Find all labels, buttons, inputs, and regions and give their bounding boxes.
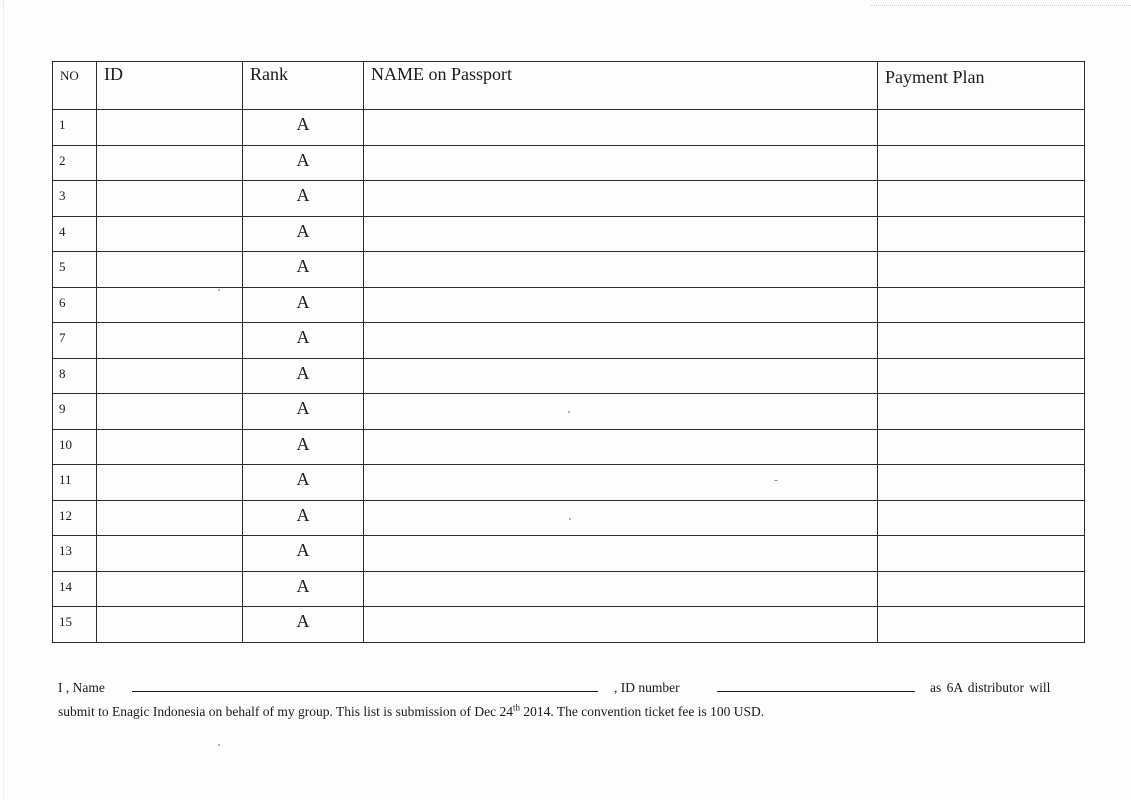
id-cell[interactable] xyxy=(97,394,243,430)
declaration-text-before: submit to Enagic Indonesia on behalf of my group. This list is submission of Dec 24 xyxy=(58,704,513,719)
rank-cell xyxy=(243,607,364,643)
rank-cell xyxy=(243,110,364,146)
passport-name-cell[interactable] xyxy=(364,287,878,323)
rank-cell xyxy=(243,536,364,572)
row-number-cell-text: 15 xyxy=(59,614,72,629)
id-cell[interactable] xyxy=(97,429,243,465)
passport-name-cell[interactable] xyxy=(364,571,878,607)
rank-cell-text: A xyxy=(296,362,310,383)
payment-plan-cell[interactable] xyxy=(878,394,1085,430)
rank-cell xyxy=(243,571,364,607)
row-number-cell xyxy=(53,607,97,643)
row-number-cell-text: 8 xyxy=(59,365,66,381)
rank-cell-text: A xyxy=(296,575,310,596)
payment-plan-cell[interactable] xyxy=(878,500,1085,536)
row-number-cell-text: 2 xyxy=(59,152,66,168)
id-cell[interactable] xyxy=(97,571,243,607)
passport-name-cell[interactable] xyxy=(364,252,878,288)
rank-cell xyxy=(243,323,364,359)
id-number-blank-line[interactable] xyxy=(717,691,915,692)
passport-name-cell[interactable] xyxy=(364,145,878,181)
table-row xyxy=(53,394,1085,430)
table-row xyxy=(53,287,1085,323)
table-row xyxy=(53,571,1085,607)
header-id: ID xyxy=(97,62,243,110)
rank-cell xyxy=(243,216,364,252)
id-cell[interactable] xyxy=(97,358,243,394)
id-cell[interactable] xyxy=(97,145,243,181)
rank-cell-text: A xyxy=(296,540,310,560)
payment-plan-cell[interactable] xyxy=(878,181,1085,217)
row-number-cell-text: 4 xyxy=(59,223,66,239)
payment-plan-cell[interactable] xyxy=(878,571,1085,607)
row-number-cell xyxy=(53,323,97,359)
row-number-cell xyxy=(53,287,97,323)
row-number-cell-text: 10 xyxy=(59,436,72,452)
passport-name-cell[interactable] xyxy=(364,394,878,430)
passport-name-cell[interactable] xyxy=(364,536,878,572)
id-cell[interactable] xyxy=(97,287,243,323)
table-row xyxy=(53,323,1085,359)
declaration-text-after: 2014. The convention ticket fee is 100 USD. xyxy=(519,704,765,719)
rank-cell xyxy=(243,465,364,501)
row-number-cell xyxy=(53,536,97,572)
payment-plan-cell[interactable] xyxy=(878,252,1085,288)
rank-cell xyxy=(243,145,364,181)
rank-cell xyxy=(243,429,364,465)
declaration-statement xyxy=(58,676,1082,724)
row-number-cell-text: 7 xyxy=(59,330,66,345)
row-number-cell xyxy=(53,394,97,430)
rank-cell-text: A xyxy=(296,114,310,134)
registration-table xyxy=(52,61,1085,643)
row-number-cell-text: 3 xyxy=(59,188,66,203)
table-header-row xyxy=(53,62,1085,110)
declaration-id-label: , ID number xyxy=(614,680,680,695)
declaration-line-1 xyxy=(58,676,1082,700)
id-cell[interactable] xyxy=(97,216,243,252)
row-number-cell-text: 5 xyxy=(59,259,66,274)
id-cell[interactable] xyxy=(97,465,243,501)
rank-cell-text: A xyxy=(296,433,310,454)
row-number-cell-text: 9 xyxy=(59,401,66,416)
id-cell[interactable] xyxy=(97,607,243,643)
row-number-cell-text: 14 xyxy=(59,578,72,594)
id-cell[interactable] xyxy=(97,500,243,536)
rank-cell-text: A xyxy=(296,504,310,525)
rank-cell xyxy=(243,252,364,288)
row-number-cell xyxy=(53,252,97,288)
declaration-ordinal-suffix: th xyxy=(512,702,520,713)
scan-speck xyxy=(218,744,220,746)
id-cell[interactable] xyxy=(97,110,243,146)
row-number-cell xyxy=(53,500,97,536)
payment-plan-cell[interactable] xyxy=(878,216,1085,252)
row-number-cell-text: 13 xyxy=(59,543,72,558)
id-cell[interactable] xyxy=(97,536,243,572)
row-number-cell xyxy=(53,110,97,146)
rank-cell-text: A xyxy=(296,220,310,241)
passport-name-cell[interactable] xyxy=(364,500,878,536)
id-cell[interactable] xyxy=(97,252,243,288)
rank-cell xyxy=(243,358,364,394)
rank-cell-text: A xyxy=(296,256,310,276)
payment-plan-cell[interactable] xyxy=(878,287,1085,323)
passport-name-cell[interactable] xyxy=(364,429,878,465)
passport-name-cell[interactable] xyxy=(364,216,878,252)
payment-plan-cell[interactable] xyxy=(878,323,1085,359)
row-number-cell-text: 6 xyxy=(59,294,66,310)
scan-edge-left xyxy=(3,0,5,800)
passport-name-cell[interactable] xyxy=(364,465,878,501)
table-row xyxy=(53,252,1085,288)
id-cell[interactable] xyxy=(97,323,243,359)
name-blank-line[interactable] xyxy=(132,691,598,692)
payment-plan-cell[interactable] xyxy=(878,358,1085,394)
row-number-cell-text: 12 xyxy=(59,507,72,523)
payment-plan-cell[interactable] xyxy=(878,145,1085,181)
header-rank: Rank xyxy=(243,62,364,110)
declaration-line-2 xyxy=(58,700,1082,724)
row-number-cell xyxy=(53,358,97,394)
row-number-cell xyxy=(53,571,97,607)
payment-plan-cell[interactable] xyxy=(878,429,1085,465)
passport-name-cell[interactable] xyxy=(364,110,878,146)
row-number-cell xyxy=(53,181,97,217)
payment-plan-cell[interactable] xyxy=(878,607,1085,643)
passport-name-cell[interactable] xyxy=(364,181,878,217)
table-row xyxy=(53,216,1085,252)
table-row xyxy=(53,429,1085,465)
row-number-cell xyxy=(53,429,97,465)
table-row xyxy=(53,465,1085,501)
passport-name-cell[interactable] xyxy=(364,607,878,643)
declaration-suffix: as 6A distributor will xyxy=(930,680,1051,695)
rank-cell-text: A xyxy=(296,149,310,170)
row-number-cell-text: 11 xyxy=(59,472,72,487)
row-number-cell xyxy=(53,216,97,252)
payment-plan-cell[interactable] xyxy=(878,465,1085,501)
header-no: NO xyxy=(53,62,97,110)
rank-cell-text: A xyxy=(296,185,310,205)
header-payment-plan: Payment Plan xyxy=(878,62,1085,110)
rank-cell-text: A xyxy=(296,327,310,347)
payment-plan-cell[interactable] xyxy=(878,110,1085,146)
table-row xyxy=(53,500,1085,536)
rank-cell xyxy=(243,181,364,217)
table-row xyxy=(53,607,1085,643)
table-row xyxy=(53,110,1085,146)
rank-cell-text: A xyxy=(296,291,310,312)
rank-cell-text: A xyxy=(296,469,310,489)
table-row xyxy=(53,145,1085,181)
declaration-name-label: I , Name xyxy=(58,680,105,695)
rank-cell-text: A xyxy=(296,398,310,418)
row-number-cell xyxy=(53,145,97,181)
row-number-cell-text: 1 xyxy=(59,117,66,132)
passport-name-cell[interactable] xyxy=(364,358,878,394)
rank-cell xyxy=(243,394,364,430)
table-row xyxy=(53,358,1085,394)
passport-name-cell[interactable] xyxy=(364,323,878,359)
rank-cell-text: A xyxy=(296,611,310,631)
header-name-on-passport: NAME on Passport xyxy=(364,62,878,110)
rank-cell xyxy=(243,500,364,536)
table-row xyxy=(53,181,1085,217)
table-row xyxy=(53,536,1085,572)
scan-edge-top xyxy=(871,5,1131,7)
payment-plan-cell[interactable] xyxy=(878,536,1085,572)
row-number-cell xyxy=(53,465,97,501)
id-cell[interactable] xyxy=(97,181,243,217)
rank-cell xyxy=(243,287,364,323)
